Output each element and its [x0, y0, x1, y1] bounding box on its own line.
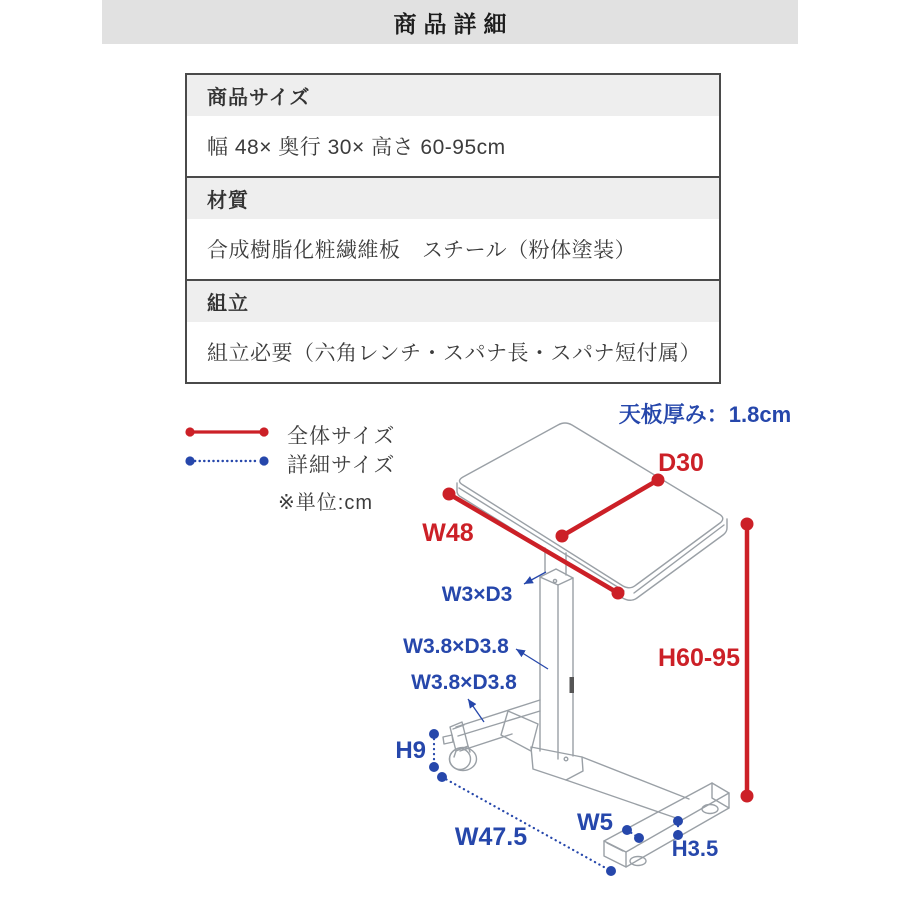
top-thickness-note: 天板厚み：1.8cm	[618, 402, 792, 427]
height-dimension	[658, 518, 754, 803]
depth-dimension	[556, 449, 704, 543]
page-title: 商品詳細	[393, 10, 514, 37]
height-dimension-label: H60-95	[658, 644, 740, 672]
foot-width-label: W5	[577, 809, 613, 836]
base-bracket	[531, 747, 583, 780]
column-lower-size-callout	[411, 671, 517, 722]
spec-value-size: 幅 48× 奥行 30× 高さ 60-95cm	[187, 116, 719, 176]
column-lower-size-label: W3.8×D3.8	[411, 671, 517, 694]
spec-label-material: 材質	[187, 178, 719, 219]
column-upper-size-label: W3.8×D3.8	[403, 635, 509, 658]
post-size-label: W3×D3	[441, 583, 513, 606]
caster-height-label: H9	[395, 737, 426, 764]
spec-value-assembly: 組立必要（六角レンチ・スパナ長・スパナ短付属）	[187, 322, 719, 382]
foot-height-label: H3.5	[671, 836, 719, 861]
post-size-callout	[442, 572, 546, 606]
spec-label-size: 商品サイズ	[187, 75, 719, 116]
spec-value-material: 合成樹脂化粧繊維板 スチール（粉体塗装）	[187, 219, 719, 279]
foot-height-dimension	[672, 816, 718, 861]
depth-dimension-label: D30	[658, 449, 704, 477]
legend-unit-note: ※単位:cm	[278, 492, 373, 514]
caster-height-dimension	[395, 729, 439, 772]
legend-overall-label: 全体サイズ	[287, 424, 396, 448]
base-width-label: W47.5	[454, 823, 528, 851]
caster-wheel	[443, 735, 477, 771]
column-upper-size-callout	[403, 635, 548, 669]
spec-label-assembly: 組立	[187, 281, 719, 322]
rear-leg	[450, 700, 540, 751]
support-post	[540, 548, 573, 585]
lift-column	[540, 577, 574, 759]
width-dimension-label: W48	[422, 519, 474, 547]
legend-detail-label: 詳細サイズ	[287, 453, 396, 477]
height-lever	[570, 677, 575, 693]
